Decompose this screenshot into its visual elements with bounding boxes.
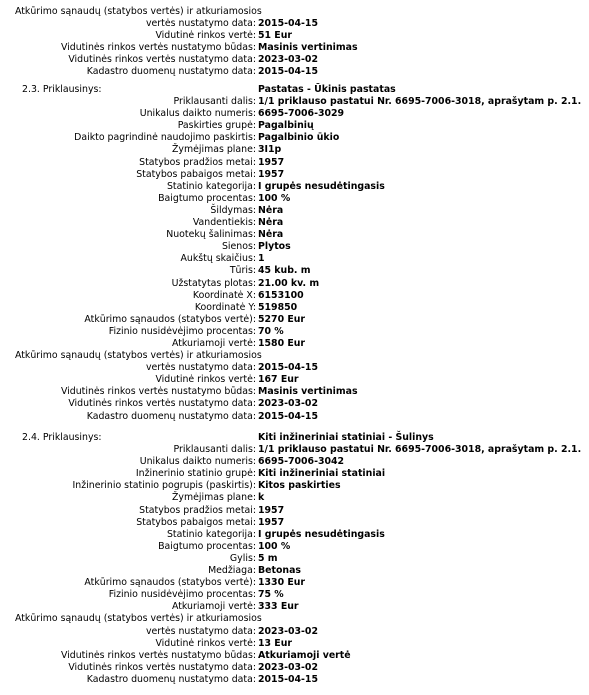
field-value: 2015-04-15	[258, 66, 318, 78]
field-row	[0, 674, 589, 686]
field-row	[0, 42, 589, 54]
field-value: 2023-03-02	[258, 398, 318, 410]
field-label: Paskirties grupė:	[177, 120, 256, 132]
field-row	[0, 241, 589, 253]
field-value: Pagalbinių	[258, 120, 314, 132]
field-label: Statinio kategorija:	[166, 180, 256, 192]
field-row	[0, 132, 589, 144]
field-row	[0, 193, 589, 205]
field-value: 1330 Eur	[258, 577, 306, 589]
field-value: 5 m	[258, 552, 278, 564]
field-row	[0, 456, 589, 468]
field-label: Unikalus daikto numeris:	[139, 456, 256, 468]
section-title: Pastatas - Ūkinis pastatas	[258, 84, 396, 95]
field-label: Atkuriamoji vertė:	[171, 601, 256, 613]
section-number-label: 2.4. Priklausinys:	[22, 432, 102, 443]
field-row	[0, 386, 589, 398]
field-label: Inžinerinio statinio grupė:	[135, 468, 256, 480]
field-row	[0, 362, 589, 374]
field-label: Kadastro duomenų nustatymo data:	[86, 673, 256, 685]
field-value: 6695-7006-3029	[258, 108, 345, 120]
field-label: Nuotekų šalinimas:	[166, 229, 256, 241]
field-label: Baigtumo procentas:	[158, 192, 256, 204]
field-value: Nėra	[258, 229, 284, 241]
field-label: Statybos pabaigos metai:	[136, 168, 256, 180]
field-label: Koordinatė X:	[192, 289, 256, 301]
field-label: Atkuriamoji vertė:	[171, 337, 256, 349]
field-label: Tūris:	[229, 265, 256, 277]
field-label: Gylis:	[229, 552, 256, 564]
field-label: vertės nustatymo data:	[145, 18, 256, 30]
field-row	[0, 650, 589, 662]
field-value: 1957	[258, 168, 285, 180]
field-row	[0, 398, 589, 410]
field-value: 2015-04-15	[258, 362, 318, 374]
field-row	[0, 290, 589, 302]
field-row	[0, 411, 589, 423]
field-label: Statinio kategorija:	[166, 528, 256, 540]
field-value: 1/1 priklauso pastatui Nr. 6695-7006-3018, aprašytam p. 2.1.	[258, 96, 582, 108]
field-value: 519850	[258, 301, 298, 313]
field-row	[0, 577, 589, 589]
field-label: Vidutinės rinkos vertės nustatymo data:	[68, 661, 256, 673]
field-value: Betonas	[258, 565, 302, 577]
field-value: 3I1p	[258, 144, 282, 156]
field-label: Fizinio nusidėvėjimo procentas:	[108, 325, 256, 337]
top-valuation-block	[0, 6, 589, 79]
field-label: Statybos pabaigos metai:	[136, 516, 256, 528]
field-value: 6695-7006-3042	[258, 456, 345, 468]
section-heading	[0, 84, 589, 96]
field-row	[0, 492, 589, 504]
field-row	[0, 265, 589, 277]
field-label: Vidutinės rinkos vertės nustatymo data:	[68, 54, 256, 66]
field-value: 2023-03-02	[258, 54, 318, 66]
field-row	[0, 18, 589, 30]
field-row	[0, 444, 589, 456]
field-value: I grupės nesudėtingasis	[258, 180, 385, 192]
field-value: 13 Eur	[258, 637, 293, 649]
field-row	[0, 374, 589, 386]
field-row	[0, 626, 589, 638]
field-label: Vandentiekis:	[192, 217, 256, 229]
field-label: Medžiaga:	[208, 565, 256, 577]
section-heading	[0, 432, 589, 444]
field-label: Atkūrimo sąnaudos (statybos vertė):	[84, 577, 256, 589]
field-label: Šildymas:	[210, 204, 256, 216]
field-row	[0, 338, 589, 350]
field-row	[0, 181, 589, 193]
field-value: Kitos paskirties	[258, 480, 341, 492]
field-row	[0, 505, 589, 517]
field-row	[0, 66, 589, 78]
field-value: Pagalbinio ūkio	[258, 132, 340, 144]
wrap-label: Atkūrimo sąnaudų (statybos vertės) ir atkuriamosios	[15, 350, 262, 362]
field-value: 2015-04-15	[258, 18, 318, 30]
field-value: 2015-04-15	[258, 673, 318, 685]
field-value: 2015-04-15	[258, 410, 318, 422]
field-label: Vidutinė rinkos vertė:	[155, 30, 256, 42]
field-label: Žymėjimas plane:	[172, 492, 256, 504]
field-label: Atkūrimo sąnaudos (statybos vertė):	[84, 313, 256, 325]
field-label: Žymėjimas plane:	[172, 144, 256, 156]
field-label: Vidutinės rinkos vertės nustatymo būdas:	[60, 649, 256, 661]
field-row	[0, 565, 589, 577]
field-row	[0, 217, 589, 229]
field-row	[0, 108, 589, 120]
field-row	[0, 120, 589, 132]
field-value: k	[258, 492, 265, 504]
field-value: 21.00 kv. m	[258, 277, 320, 289]
field-row	[0, 205, 589, 217]
field-value: Masinis vertinimas	[258, 386, 358, 398]
field-row	[0, 638, 589, 650]
field-row	[0, 662, 589, 674]
section-2-4	[0, 432, 589, 686]
field-label: Vidutinės rinkos vertės nustatymo būdas:	[60, 386, 256, 398]
wrap-label-row	[0, 350, 589, 362]
field-value: 75 %	[258, 589, 284, 601]
field-row	[0, 169, 589, 181]
field-label: Priklausanti dalis:	[173, 96, 256, 108]
field-label: Priklausanti dalis:	[173, 444, 256, 456]
field-value: 100 %	[258, 192, 291, 204]
field-value: 1	[258, 253, 265, 265]
field-value: 6153100	[258, 289, 304, 301]
field-value: 100 %	[258, 540, 291, 552]
field-row	[0, 278, 589, 290]
field-label: Fizinio nusidėvėjimo procentas:	[108, 589, 256, 601]
field-row	[0, 157, 589, 169]
field-row	[0, 480, 589, 492]
field-label: Statybos pradžios metai:	[139, 156, 256, 168]
field-value: 167 Eur	[258, 374, 299, 386]
field-value: 1580 Eur	[258, 337, 306, 349]
field-label: Vidutinės rinkos vertės nustatymo data:	[68, 398, 256, 410]
field-label: Inžinerinio statinio pogrupis (paskirtis):	[72, 480, 256, 492]
field-row	[0, 601, 589, 613]
field-label: Vidutinė rinkos vertė:	[155, 374, 256, 386]
field-row	[0, 541, 589, 553]
field-label: Baigtumo procentas:	[158, 540, 256, 552]
field-value: 2023-03-02	[258, 661, 318, 673]
section-title: Kiti inžineriniai statiniai - Šulinys	[258, 432, 434, 443]
field-row	[0, 253, 589, 265]
field-value: 2023-03-02	[258, 625, 318, 637]
field-value: Nėra	[258, 204, 284, 216]
field-label: Kadastro duomenų nustatymo data:	[86, 66, 256, 78]
field-row	[0, 144, 589, 156]
field-row	[0, 553, 589, 565]
field-row	[0, 54, 589, 66]
field-value: 1/1 priklauso pastatui Nr. 6695-7006-3018, aprašytam p. 2.1.	[258, 444, 582, 456]
wrap-label-row	[0, 613, 589, 625]
field-value: 333 Eur	[258, 601, 299, 613]
field-label: Užstatytas plotas:	[171, 277, 256, 289]
field-label: Vidutinė rinkos vertė:	[155, 637, 256, 649]
field-value: Kiti inžineriniai statiniai	[258, 468, 386, 480]
field-row	[0, 314, 589, 326]
field-value: 5270 Eur	[258, 313, 306, 325]
field-value: Nėra	[258, 217, 284, 229]
field-value: 1957	[258, 504, 285, 516]
field-row	[0, 529, 589, 541]
field-value: 51 Eur	[258, 30, 293, 42]
section-2-3	[0, 84, 589, 423]
field-row	[0, 326, 589, 338]
field-row	[0, 589, 589, 601]
wrap-label-row	[0, 6, 589, 18]
section-number-label: 2.3. Priklausinys:	[22, 84, 102, 95]
field-value: Atkuriamoji vertė	[258, 649, 351, 661]
field-label: Kadastro duomenų nustatymo data:	[86, 410, 256, 422]
field-value: 1957	[258, 156, 285, 168]
wrap-label: Atkūrimo sąnaudų (statybos vertės) ir atkuriamosios	[15, 613, 262, 625]
field-label: Unikalus daikto numeris:	[139, 108, 256, 120]
field-label: vertės nustatymo data:	[145, 625, 256, 637]
field-row	[0, 229, 589, 241]
field-value: 1957	[258, 516, 285, 528]
field-label: Sienos:	[221, 241, 256, 253]
field-label: Koordinatė Y:	[194, 301, 256, 313]
field-row	[0, 517, 589, 529]
field-label: vertės nustatymo data:	[145, 362, 256, 374]
field-value: 70 %	[258, 325, 284, 337]
field-value: Masinis vertinimas	[258, 42, 358, 54]
field-row	[0, 468, 589, 480]
field-value: 45 kub. m	[258, 265, 311, 277]
wrap-label: Atkūrimo sąnaudų (statybos vertės) ir atkuriamosios	[15, 6, 262, 17]
field-label: Daikto pagrindinė naudojimo paskirtis:	[74, 132, 256, 144]
field-row	[0, 302, 589, 314]
field-row	[0, 96, 589, 108]
field-label: Aukštų skaičius:	[180, 253, 256, 265]
field-row	[0, 30, 589, 42]
field-value: Plytos	[258, 241, 291, 253]
field-label: Statybos pradžios metai:	[139, 504, 256, 516]
field-label: Vidutinės rinkos vertės nustatymo būdas:	[60, 42, 256, 54]
field-value: I grupės nesudėtingasis	[258, 528, 385, 540]
